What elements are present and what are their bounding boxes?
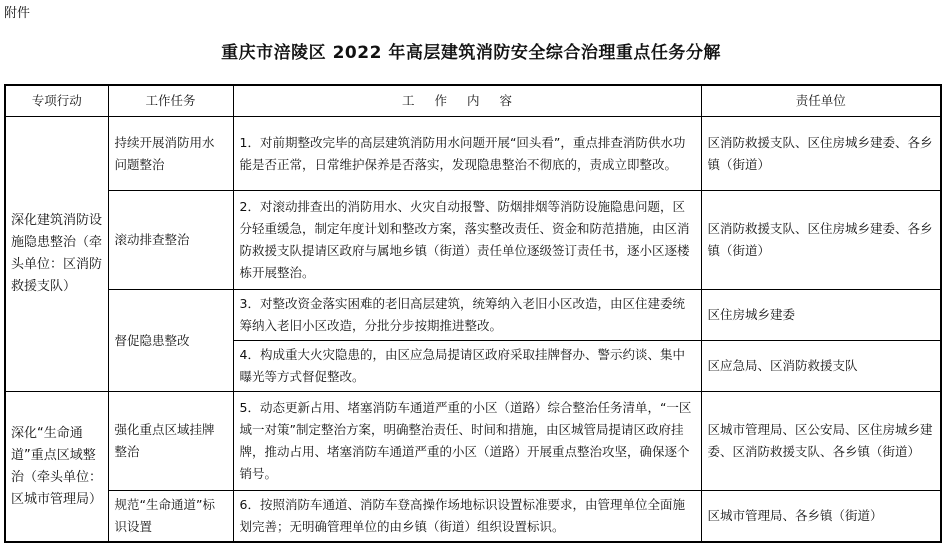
task-cell: 规范“生命通道”标识设置: [108, 491, 233, 543]
unit-cell: 区消防救援支队、区住房城乡建委、各乡镇（街道）: [701, 117, 941, 191]
unit-cell: 区住房城乡建委: [701, 290, 941, 341]
unit-cell: 区应急局、区消防救援支队: [701, 341, 941, 392]
task-cell: 督促隐患整改: [108, 290, 233, 392]
header-task: 工作任务: [108, 85, 233, 117]
task-cell: 持续开展消防用水问题整治: [108, 117, 233, 191]
table-row: [5, 290, 941, 341]
document-title: 重庆市涪陵区 2022 年高层建筑消防安全综合治理重点任务分解: [221, 43, 721, 63]
header-row: [5, 85, 941, 117]
attachment-label: 附件: [4, 6, 31, 21]
unit-cell: 区城市管理局、区公安局、区住房城乡建委、区消防救援支队、各乡镇（街道）: [701, 392, 941, 491]
action-cell: 深化“生命通道”重点区域整治（牵头单位：区城市管理局）: [5, 392, 108, 543]
table-row: [5, 117, 941, 191]
unit-cell: 区城市管理局、各乡镇（街道）: [701, 491, 941, 543]
unit-cell: 区消防救援支队、区住房城乡建委、各乡镇（街道）: [701, 191, 941, 290]
task-table: [4, 84, 942, 543]
content-cell: 1．对前期整改完毕的高层建筑消防用水问题开展“回头看”，重点排查消防供水功能是否正常，日常维护保养是否落实，发现隐患整治不彻底的，责成立即整改。: [233, 117, 701, 191]
table-row: [5, 392, 941, 491]
task-cell: 滚动排查整治: [108, 191, 233, 290]
content-cell: 4．构成重大火灾隐患的，由区应急局提请区政府采取挂牌督办、警示约谈、集中曝光等方式督促整改。: [233, 341, 701, 392]
table-row: [5, 491, 941, 543]
content-cell: 2．对滚动排查出的消防用水、火灾自动报警、防烟排烟等消防设施隐患问题，区分轻重缓急，制定年度计划和整改方案，落实整改责任、资金和防范措施，由区消防救援支队提请区政府与属地乡镇（街道）责任单位逐级签订责任书，逐小区逐楼栋开展整治。: [233, 191, 701, 290]
content-cell: 3．对整改资金落实困难的老旧高层建筑，统筹纳入老旧小区改造，由区住建委统筹纳入老旧小区改造，分批分步按期推进整改。: [233, 290, 701, 341]
table-row: [5, 191, 941, 290]
header-content: 工作内容: [233, 85, 701, 117]
action-cell: 深化建筑消防设施隐患整治（牵头单位：区消防救援支队）: [5, 117, 108, 392]
content-cell: 5．动态更新占用、堵塞消防车通道严重的小区（道路）综合整治任务清单，“一区域一对策”制定整治方案，明确整治责任、时间和措施，由区城管局提请区政府挂牌，推动占用、堵塞消防车通道严重的小区（道路）开展重点整治攻坚，确保逐个销号。: [233, 392, 701, 491]
header-action: 专项行动: [5, 85, 108, 117]
task-cell: 强化重点区域挂牌整治: [108, 392, 233, 491]
header-unit: 责任单位: [701, 85, 941, 117]
content-cell: 6．按照消防车通道、消防车登高操作场地标识设置标准要求，由管理单位全面施划完善；无明确管理单位的由乡镇（街道）组织设置标识。: [233, 491, 701, 543]
